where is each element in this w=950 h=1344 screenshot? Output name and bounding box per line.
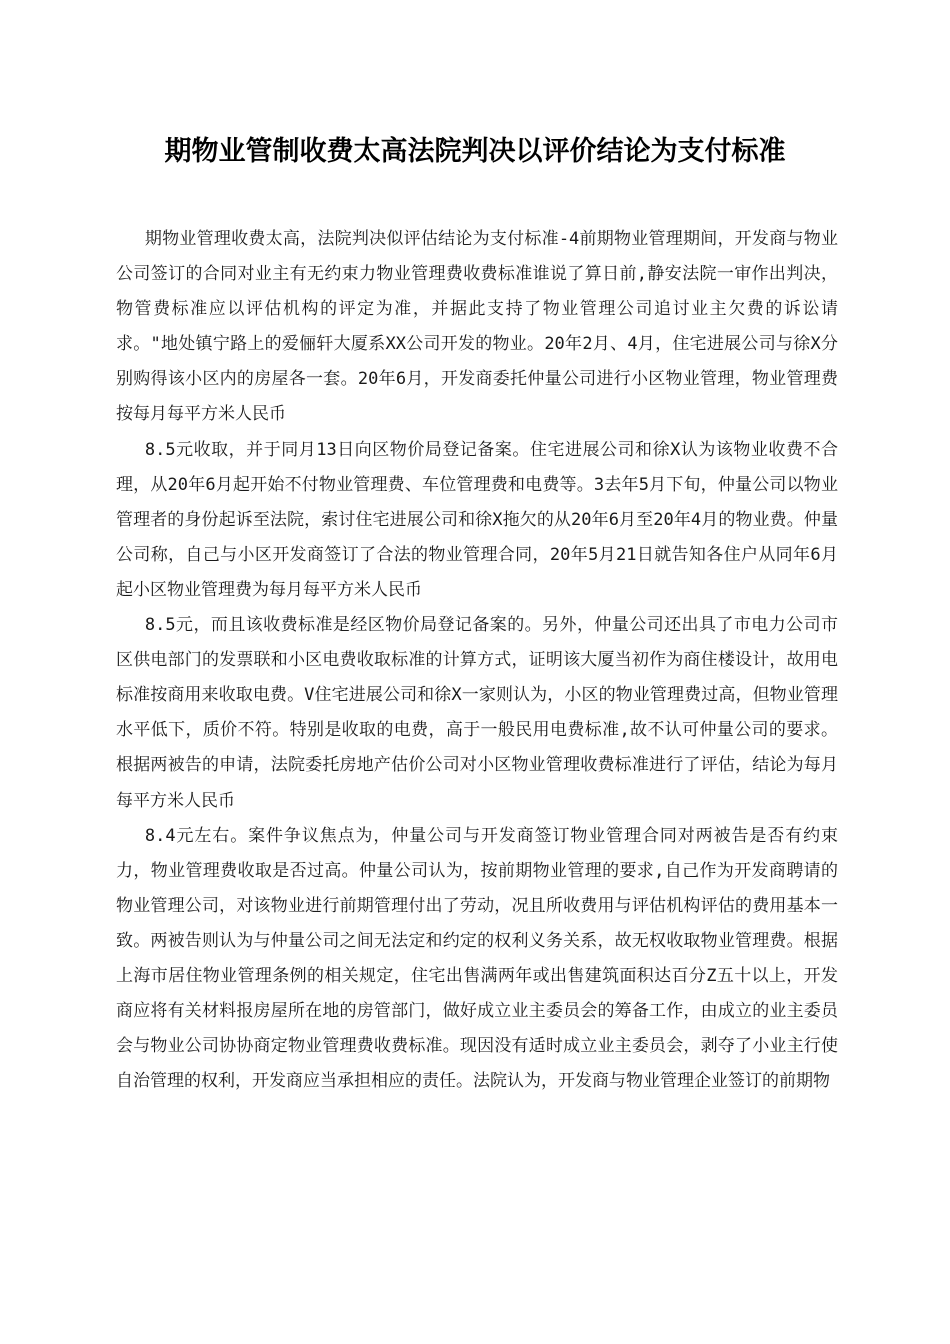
document-body (116, 222, 838, 1099)
document-title: 期物业管制收费太高法院判决以评价结论为支付标准 (164, 136, 786, 167)
paragraph: 8.5元收取，并于同月13日向区物价局登记备案。住宅进展公司和徐X认为该物业收费不合理，从20年6月起开始不付物业管理费、车位管理费和电费等。3去年5月下旬，仲量公司以物业管理者的身份起诉至法院，索讨住宅进展公司和徐X拖欠的从20年6月至20年4月的物业费。仲量公司称，自己与小区开发商签订了合法的物业管理合同，20年5月21日就告知各住户从同年6月起小区物业管理费为每月每平方米人民币 (116, 439, 838, 600)
paragraph: 8.4元左右。案件争议焦点为，仲量公司与开发商签订物业管理合同对两被告是否有约束力，物业管理费收取是否过高。仲量公司认为，按前期物业管理的要求,自己作为开发商聘请的物业管理公司，对该物业进行前期管理付出了劳动，况且所收费用与评估机构评估的费用基本一致。两被告则认为与仲量公司之间无法定和约定的权利义务关系，故无权收取物业管理费。根据上海市居住物业管理条例的相关规定，住宅出售满两年或出售建筑面积达百分Z五十以上，开发商应将有关材料报房屋所在地的房管部门，做好成立业主委员会的筹备工作，由成立的业主委员会与物业公司协协商定物业管理费收费标准。现因没有适时成立业主委员会，剥夺了小业主行使自治管理的权利，开发商应当承担相应的责任。法院认为，开发商与物业管理企业签订的前期物 (116, 825, 838, 1092)
paragraph: 期物业管理收费太高，法院判决似评估结论为支付标准-4前期物业管理期间，开发商与物业公司签订的合同对业主有无约束力物业管理费收费标准谁说了算日前,静安法院一审作出判决，物管费标准应以评估机构的评定为准，并据此支持了物业管理公司追讨业主欠费的诉讼请求。"地处镇宁路上的爱俪轩大厦系XX公司开发的物业。20年2月、4月，住宅进展公司与徐X分别购得该小区内的房屋各一套。20年6月，开发商委托仲量公司进行小区物业管理，物业管理费按每月每平方米人民币 (116, 229, 838, 425)
paragraph: 8.5元，而且该收费标准是经区物价局登记备案的。另外，仲量公司还出具了市电力公司市区供电部门的发票联和小区电费收取标准的计算方式，证明该大厦当初作为商住楼设计，故用电标准按商用来收取电费。V住宅进展公司和徐X一家则认为，小区的物业管理费过高，但物业管理水平低下，质价不符。特别是收取的电费，高于一般民用电费标准,故不认可仲量公司的要求。根据两被告的申请，法院委托房地产估价公司对小区物业管理收费标准进行了评估，结论为每月每平方米人民币 (116, 615, 838, 811)
